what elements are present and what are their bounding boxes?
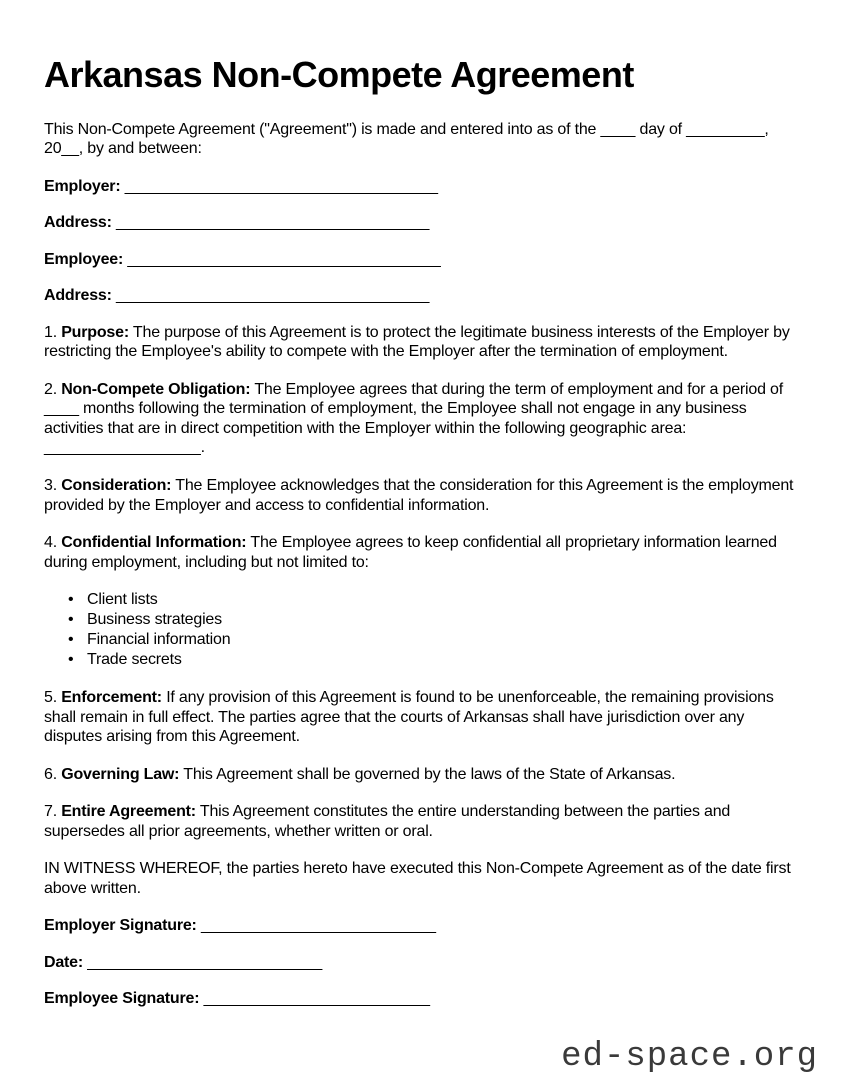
employer-address-field [44,213,796,233]
section-purpose-number: 1. [44,323,57,341]
employer-address-blank-line: ____________________________________ [116,214,430,232]
intro-paragraph: This Non-Compete Agreement ("Agreement") is made and entered into as of the ____ day of _________, 20__, by and between: [44,120,769,158]
employer-blank-line: ____________________________________ [124,177,438,195]
employee-signature-label: Employee Signature: [44,990,200,1008]
confidential-items-list [44,590,796,670]
employee-field [44,250,796,270]
section-noncompete-obligation-body: The Employee agrees that during the term of employment and for a period of ____ months following the termination of employment, the Employee shall not engage in any business activities that are in direct competition with the Employer within the following geographic area: __________________. [44,380,783,457]
section-enforcement-number: 5. [44,689,57,707]
employer-signature-label: Employer Signature: [44,917,197,935]
employee-blank-line: ____________________________________ [127,250,441,268]
section-governing-law-number: 6. [44,765,57,783]
section-noncompete-obligation-heading: Non-Compete Obligation: [61,380,251,398]
section-enforcement [44,688,796,747]
section-confidential-information [44,533,796,572]
employee-signature-field [44,989,796,1009]
section-entire-agreement-body: This Agreement constitutes the entire understanding between the parties and supersedes all prior agreements, whether written or oral. [44,803,731,840]
section-confidential-information-heading: Confidential Information: [61,534,247,552]
date-field [44,953,796,973]
employer-signature-blank-line: ___________________________ [200,917,436,935]
section-confidential-information-body: The Employee agrees to keep confidential all proprietary information learned during employment, including but not limited to: [44,534,777,571]
section-purpose [44,323,796,362]
employee-address-label: Address: [44,287,112,305]
employee-address-blank-line: ____________________________________ [116,287,430,305]
section-consideration-number: 3. [44,476,57,494]
section-entire-agreement-number: 7. [44,803,57,821]
employee-label: Employee: [44,250,124,268]
section-enforcement-heading: Enforcement: [61,689,162,707]
employer-field [44,177,796,197]
watermark-text: ed-space.org [561,1038,818,1076]
list-item: • Trade secrets [44,650,796,670]
witness-clause: IN WITNESS WHEREOF, the parties hereto have executed this Non-Compete Agreement as of the date first above written. [44,860,791,897]
section-entire-agreement [44,802,796,841]
employee-address-field [44,286,796,306]
date-label: Date: [44,953,84,971]
section-governing-law-heading: Governing Law: [61,765,180,783]
employee-signature-blank-line: __________________________ [203,990,430,1008]
section-entire-agreement-heading: Entire Agreement: [61,803,196,821]
date-blank-line: ___________________________ [87,953,323,971]
section-governing-law [44,765,796,785]
list-item: • Business strategies [44,610,796,630]
employer-label: Employer: [44,177,121,195]
section-noncompete-obligation-number: 2. [44,380,57,398]
document-title: Arkansas Non-Compete Agreement [44,54,634,95]
employer-address-label: Address: [44,214,112,232]
section-noncompete-obligation [44,380,796,458]
section-consideration-heading: Consideration: [61,476,172,494]
section-governing-law-body: This Agreement shall be governed by the laws of the State of Arkansas. [183,765,676,783]
section-purpose-body: The purpose of this Agreement is to protect the legitimate business interests of the Employer by restricting the Employee's ability to compete with the Employer after the termination of employment. [44,323,790,361]
section-consideration [44,476,796,515]
section-purpose-heading: Purpose: [61,323,129,341]
section-enforcement-body: If any provision of this Agreement is found to be unenforceable, the remaining provisions shall remain in full effect. The parties agree that the courts of Arkansas shall have jurisdiction over any disputes arising from this Agreement. [44,689,774,746]
list-item: • Financial information [44,630,796,650]
section-consideration-body: The Employee acknowledges that the consideration for this Agreement is the employment provided by the Employer and access to confidential information. [44,476,794,514]
list-item: • Client lists [44,590,796,610]
section-confidential-information-number: 4. [44,534,57,552]
employer-signature-field [44,916,796,936]
